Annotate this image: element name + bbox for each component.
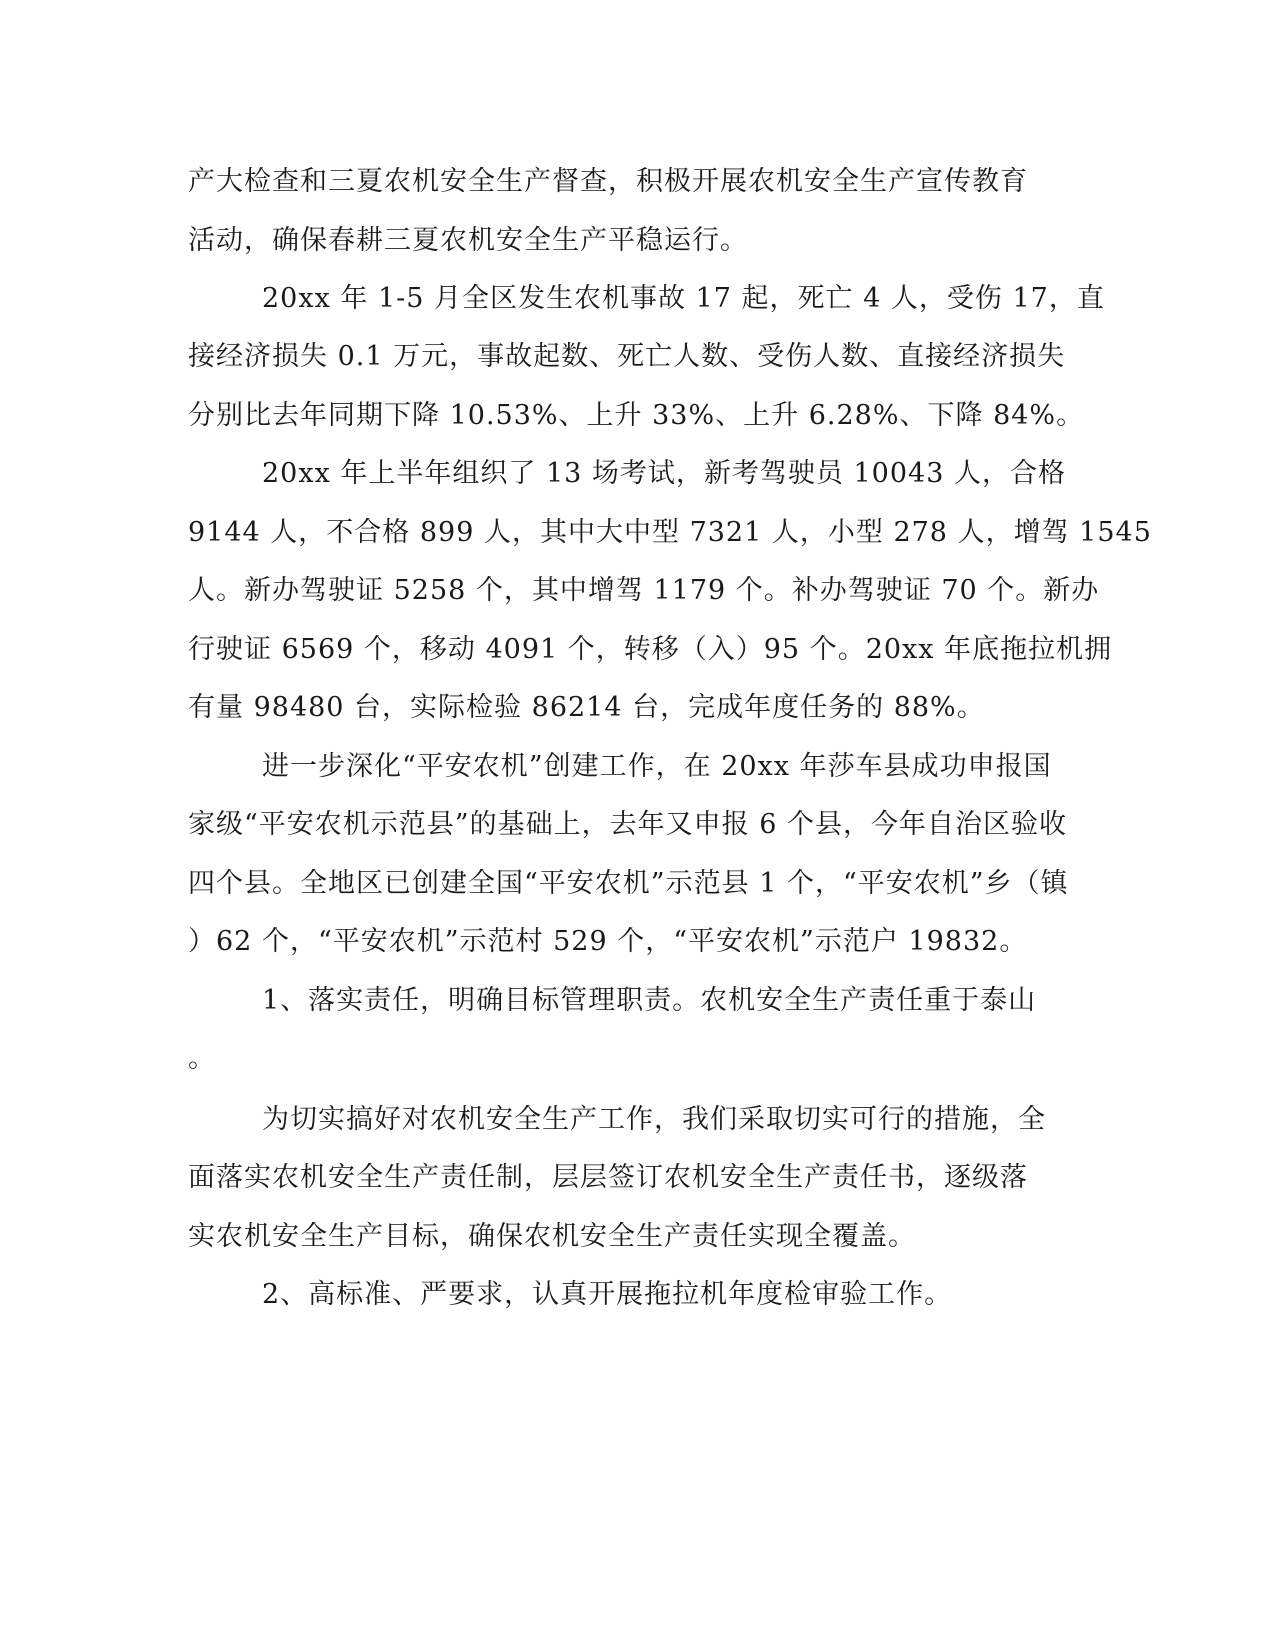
text-line: 9144 人，不合格 899 人，其中大中型 7321 人，小型 278 人，增驾 1545 (188, 517, 1152, 548)
paragraph-start-line: 20xx 年上半年组织了 13 场考试，新考驾驶员 10043 人，合格 (262, 458, 1066, 489)
text-line: 家级“平安农机示范县”的基础上，去年又申报 6 个县，今年自治区验收 (188, 809, 1067, 840)
text-line: 接经济损失 0.1 万元，事故起数、死亡人数、受伤人数、直接经济损失 (188, 341, 1066, 372)
text-line: 面落实农机安全生产责任制，层层签订农机安全生产责任书，逐级落 (188, 1162, 1028, 1193)
text-line: 四个县。全地区已创建全国“平安农机”示范县 1 个，“平安农机”乡（镇 (188, 868, 1069, 899)
text-line: 有量 98480 台，实际检验 86214 台，完成年度任务的 88%。 (188, 692, 985, 723)
paragraph-start-line: 20xx 年 1-5 月全区发生农机事故 17 起，死亡 4 人，受伤 17，直 (262, 283, 1105, 314)
section-heading-line: 1、落实责任，明确目标管理职责。农机安全生产责任重于泰山 (262, 985, 1037, 1016)
text-line: 活动，确保春耕三夏农机安全生产平稳运行。 (188, 225, 748, 256)
text-line: 人。新办驾驶证 5258 个，其中增驾 1179 个。补办驾驶证 70 个。新办 (188, 575, 1100, 606)
section-heading-line: 2、高标准、严要求，认真开展拖拉机年度检审验工作。 (262, 1279, 953, 1310)
paragraph-start-line: 进一步深化“平安农机”创建工作，在 20xx 年莎车县成功申报国 (262, 751, 1052, 782)
text-line: 行驶证 6569 个，移动 4091 个，转移（入）95 个。20xx 年底拖拉机拥 (188, 634, 1113, 665)
text-line: ）62 个，“平安农机”示范村 529 个，“平安农机”示范户 19832。 (188, 926, 1028, 957)
text-line: 产大检查和三夏农机安全生产督查，积极开展农机安全生产宣传教育 (188, 166, 1028, 197)
text-line: 分别比去年同期下降 10.53%、上升 33%、上升 6.28%、下降 84%。 (188, 400, 1085, 431)
paragraph-start-line: 为切实搞好对农机安全生产工作，我们采取切实可行的措施，全 (262, 1104, 1046, 1135)
text-line: 实农机安全生产目标，确保农机安全生产责任实现全覆盖。 (188, 1221, 916, 1252)
text-line: 。 (188, 1043, 216, 1074)
